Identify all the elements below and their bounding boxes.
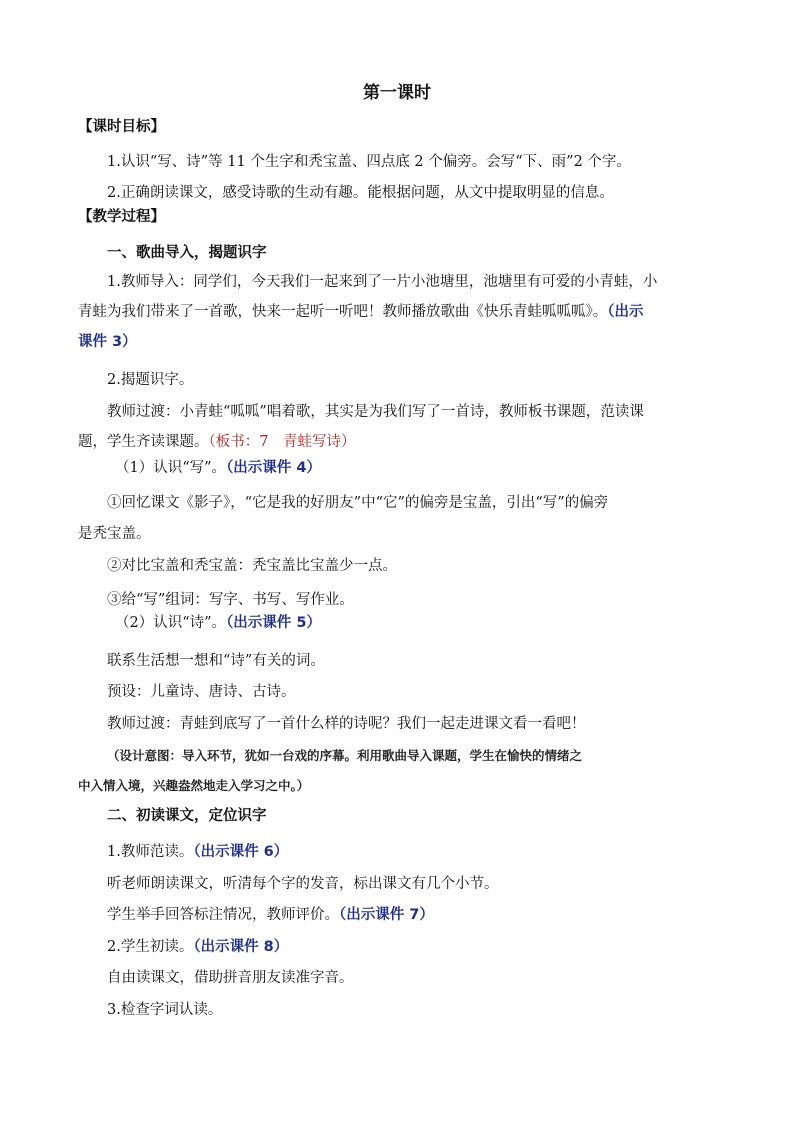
paragraph-3-line-2 [78, 433, 718, 452]
objectives-heading: 【课时目标】 [78, 119, 165, 135]
paragraph-1-line-2-text: 青蛙为我们带来了一首歌，快来一起听一听吧！教师播放歌曲《快乐青蛙呱呱呱》。 [78, 304, 608, 320]
page-title: 第一课时 [363, 83, 431, 103]
step-1-text: 1.教师范读。 [107, 844, 194, 860]
paragraph-1-line-2 [78, 303, 718, 322]
step-1-feedback-text: 学生举手回答标注情况，教师评价。 [107, 907, 339, 923]
circle-item-1-line-1: ①回忆课文《影子》，“它是我的好朋友”中“它”的偏旁是宝盖，引出“写”的偏旁 [107, 495, 609, 511]
step-1 [107, 843, 718, 862]
question-3: 教师过渡：青蛙到底写了一首什么样的诗呢？我们一起走进课文看一看吧！ [107, 716, 586, 732]
courseware-tag-3a: （出示 [607, 304, 644, 320]
courseware-tag-7: （出示课件 7） [339, 907, 434, 923]
board-note: （板书：7 青蛙写诗） [208, 434, 356, 450]
paragraph-3-line-1: 教师过渡：小青蛙“呱呱”唱着歌，其实是为我们写了一首诗，教师板书课题，范读课 [107, 404, 644, 420]
courseware-tag-5: （出示课件 5） [226, 615, 321, 631]
paragraph-3-line-2-text: 题，学生齐读课题。 [78, 434, 209, 450]
step-2 [107, 938, 718, 957]
sub-item-2 [115, 614, 718, 633]
courseware-tag-6: （出示课件 6） [193, 844, 289, 860]
paragraph-1-line-1: 1.教师导入：同学们，今天我们一起来到了一片小池塘里，池塘里有可爱的小青蛙，小 [107, 274, 658, 290]
objective-2: 2.正确朗读课文，感受诗歌的生动有趣。能根据问题，从文中提取明显的信息。 [107, 185, 614, 201]
process-heading: 【教学过程】 [78, 209, 165, 225]
objective-1: 1.认识“写、诗”等 11 个生字和秃宝盖、四点底 2 个偏旁。会写“下、雨”2 个字。 [107, 154, 631, 170]
sub-item-2-text: （2）认识“诗”。 [115, 615, 227, 631]
question-1: 联系生活想一想和“诗”有关的词。 [107, 653, 325, 669]
courseware-tag-3b: 课件 3） [78, 334, 137, 350]
step-3: 3.检查字词认读。 [107, 1002, 223, 1018]
circle-item-1-line-2: 是秃宝盖。 [78, 526, 151, 542]
courseware-tag-8: （出示课件 8） [193, 939, 289, 955]
design-intent-line-1: （设计意图：导入环节，犹如一台戏的序幕。利用歌曲导入课题，学生在愉快的情绪之 [107, 748, 583, 763]
section2-heading: 二、初读课文，定位识字 [107, 808, 267, 824]
design-intent-line-2: 中入情入境，兴趣盎然地走入学习之中。） [78, 778, 310, 793]
circle-item-2: ②对比宝盖和秃宝盖：秃宝盖比宝盖少一点。 [107, 558, 397, 574]
courseware-tag-4: （出示课件 4） [226, 460, 321, 476]
step-1-feedback [107, 906, 718, 925]
step-2-detail: 自由读课文，借助拼音朋友读准字音。 [107, 970, 354, 986]
section1-heading: 一、歌曲导入，揭题识字 [107, 245, 267, 261]
circle-item-3: ③给“写”组词：写字、书写、写作业。 [107, 592, 354, 608]
step-2-text: 2.学生初读。 [107, 939, 194, 955]
sub-item-1 [115, 459, 718, 478]
question-2: 预设：儿童诗、唐诗、古诗。 [107, 684, 296, 700]
sub-item-1-text: （1）认识“写”。 [115, 460, 227, 476]
step-1-detail: 听老师朗读课文，听清每个字的发音，标出课文有几个小节。 [107, 876, 499, 892]
paragraph-2: 2.揭题识字。 [107, 372, 194, 388]
